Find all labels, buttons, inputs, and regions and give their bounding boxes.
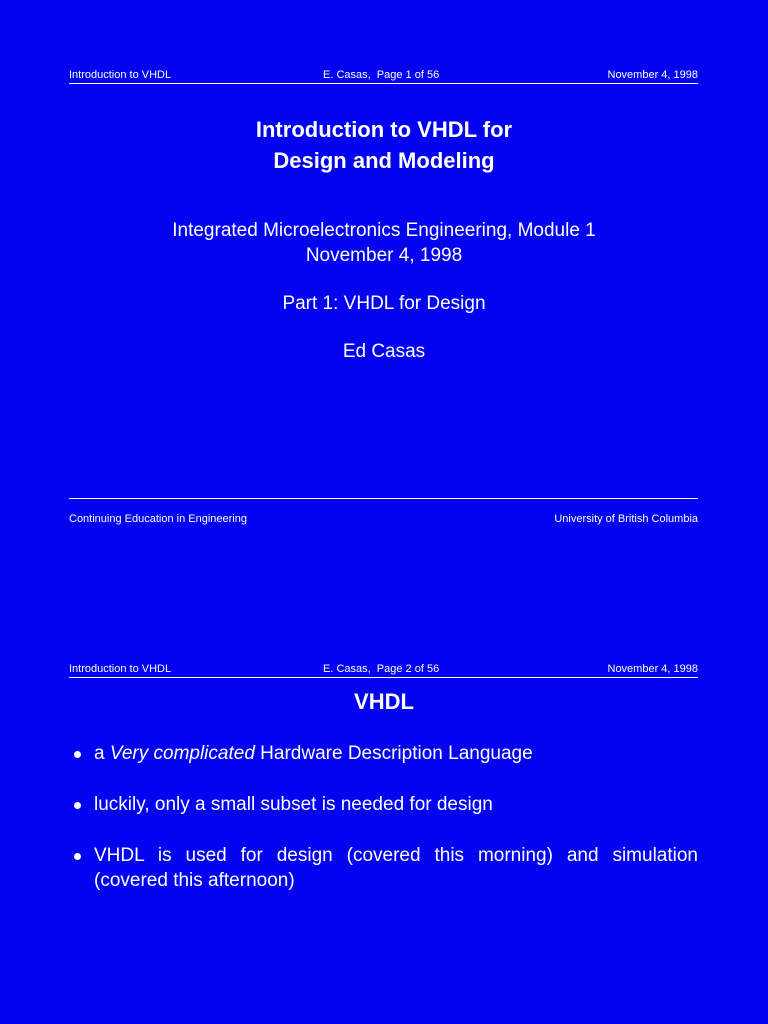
footer-department: Continuing Education in Engineering: [69, 513, 247, 525]
author-name: Ed Casas: [342, 341, 426, 362]
header-page-number: E. Casas, Page 1 of 56: [323, 69, 440, 81]
bullet-icon: [74, 802, 81, 809]
bullet-item: [69, 741, 698, 766]
page-header: [69, 67, 698, 83]
slide-title-line-2: Design and Modeling: [273, 148, 495, 173]
bullet-item: [69, 792, 698, 817]
bullet-text: luckily, only a small subset is needed for design: [94, 794, 493, 815]
header-date: November 4, 1998: [607, 663, 698, 675]
slide-title-line-1: Introduction to VHDL for: [255, 117, 513, 142]
bullet-text-emphasis: Very complicated: [109, 743, 255, 764]
slide-page-2: [0, 600, 768, 1024]
header-doc-title: Introduction to VHDL: [69, 663, 172, 675]
header-divider: [69, 83, 698, 84]
page-header: [69, 661, 698, 677]
bullet-text-suffix: Hardware Description Language: [254, 743, 533, 764]
part-heading: Part 1: VHDL for Design: [282, 293, 486, 314]
bullet-text: VHDL is used for design (covered this morning) and simulation (covered this afternoon): [94, 845, 698, 891]
footer-university: University of British Columbia: [554, 513, 698, 525]
bullet-text-prefix: a: [94, 743, 110, 764]
header-doc-title: Introduction to VHDL: [69, 69, 172, 81]
course-date: November 4, 1998: [305, 245, 463, 266]
footer-divider: [69, 498, 698, 499]
bullet-item: [69, 843, 698, 893]
bullet-icon: [74, 853, 81, 860]
bullet-icon: [74, 751, 81, 758]
header-divider: [69, 677, 698, 678]
slide-title: [0, 114, 768, 176]
bullet-list: [69, 741, 698, 893]
header-page-number: E. Casas, Page 2 of 56: [323, 663, 440, 675]
course-subtitle: Integrated Microelectronics Engineering, Module 1: [172, 220, 596, 241]
header-date: November 4, 1998: [607, 69, 698, 81]
slide-title: VHDL: [354, 689, 414, 714]
page-footer: [69, 511, 698, 527]
